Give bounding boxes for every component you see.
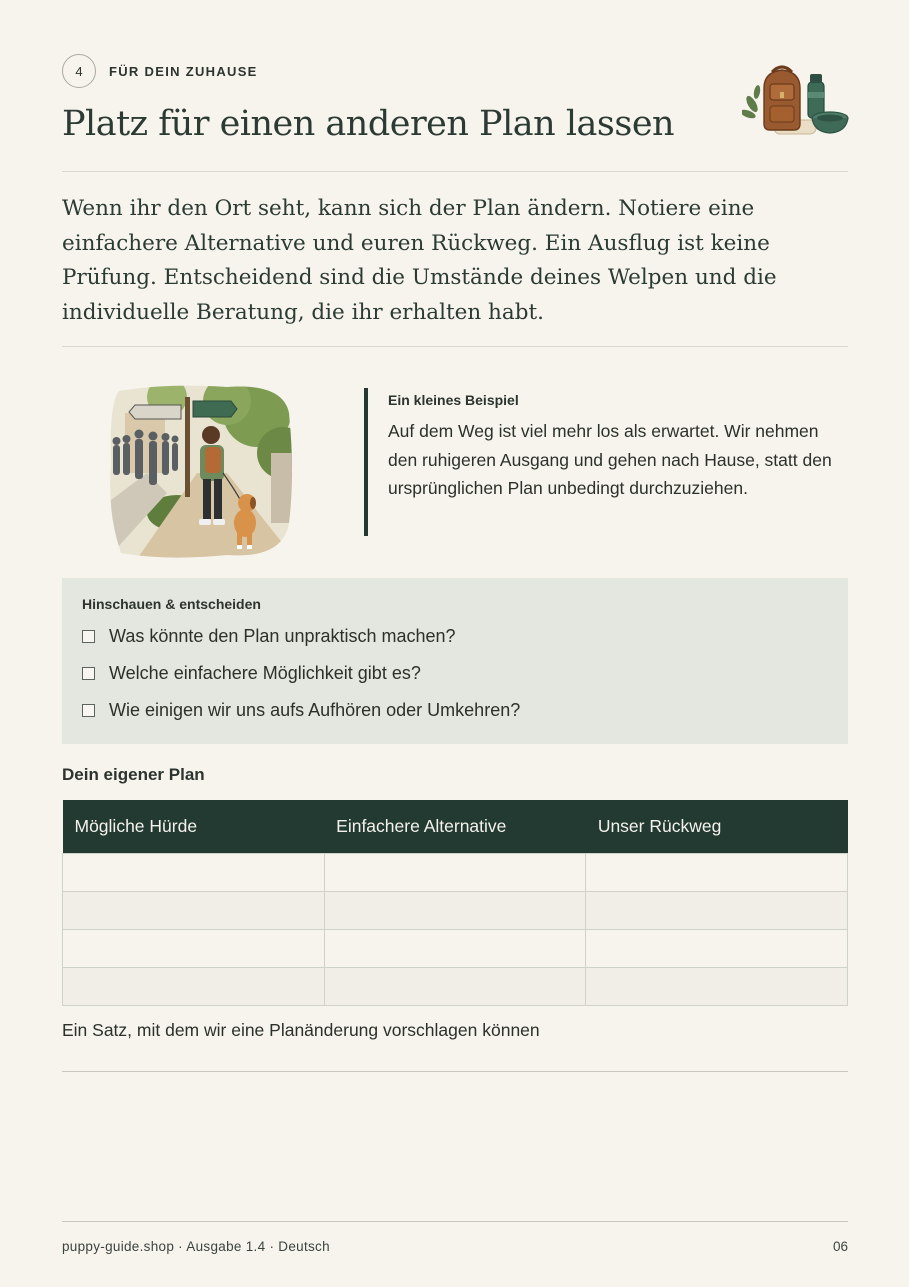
- checkbox[interactable]: [82, 704, 95, 717]
- example-text: Auf dem Weg ist viel mehr los als erwartet. Wir nehmen den ruhigeren Ausgang und gehen nach Hause, statt den ursprünglichen Plan unbedingt durchzuziehen.: [388, 421, 832, 498]
- checklist-heading: Hinschauen & entscheiden: [82, 596, 261, 612]
- table-cell[interactable]: [324, 967, 586, 1005]
- column-header: Unser Rückweg: [586, 800, 848, 853]
- checklist-item: [82, 623, 828, 649]
- table-cell[interactable]: [324, 929, 586, 967]
- page-number: 06: [832, 1239, 848, 1254]
- table-cell[interactable]: [63, 891, 325, 929]
- section-label: FÜR DEIN ZUHAUSE: [109, 63, 258, 79]
- column-header: Einfachere Alternative: [324, 800, 586, 853]
- table-row: [63, 929, 848, 967]
- example-callout: [364, 388, 834, 536]
- plan-table: [62, 800, 848, 1006]
- table-cell[interactable]: [63, 929, 325, 967]
- page-title: Platz für einen anderen Plan lassen: [62, 104, 675, 144]
- checklist-item-label: Was könnte den Plan unpraktisch machen?: [109, 625, 456, 646]
- dog-bowl-icon: [812, 112, 848, 133]
- table-cell[interactable]: [63, 967, 325, 1005]
- write-line[interactable]: [62, 1071, 848, 1072]
- table-header-row: [63, 800, 848, 853]
- backpack-shape: [764, 67, 800, 130]
- backpack-icon: [742, 62, 850, 142]
- step-header: [62, 54, 258, 88]
- checklist-item: [82, 660, 828, 686]
- table-cell[interactable]: [586, 891, 848, 929]
- checklist-item-label: Wie einigen wir uns aufs Aufhören oder Umkehren?: [109, 699, 521, 720]
- table-cell[interactable]: [63, 853, 325, 891]
- table-row: [63, 891, 848, 929]
- table-cell[interactable]: [586, 929, 848, 967]
- page: [62, 0, 848, 1287]
- table-cell[interactable]: [586, 967, 848, 1005]
- table-row: [63, 853, 848, 891]
- path-walk-illustration: [107, 383, 295, 559]
- divider: [62, 346, 848, 347]
- water-bottle-icon: [808, 74, 824, 118]
- intro-paragraph: Wenn ihr den Ort seht, kann sich der Plan ändern. Notiere eine einfachere Alternative und euren Rückweg. Ein Ausflug ist keine Prüfung. Entscheidend sind die Umstände deines Welpen und die individuelle Beratung, die ihr erhalten habt.: [62, 196, 777, 325]
- example-heading: Ein kleines Beispiel: [388, 392, 519, 408]
- table-cell[interactable]: [586, 853, 848, 891]
- checkbox[interactable]: [82, 630, 95, 643]
- step-number-badge: 4: [62, 54, 96, 88]
- checklist-panel: [62, 578, 848, 744]
- checkbox[interactable]: [82, 667, 95, 680]
- plan-heading: Dein eigener Plan: [62, 765, 205, 784]
- divider: [62, 171, 848, 172]
- sentence-prompt: Ein Satz, mit dem wir eine Planänderung vorschlagen können: [62, 1020, 540, 1040]
- column-header: Mögliche Hürde: [63, 800, 325, 853]
- checklist-item-label: Welche einfachere Möglichkeit gibt es?: [109, 662, 421, 683]
- table-row: [63, 967, 848, 1005]
- checklist-item: [82, 697, 828, 723]
- table-cell[interactable]: [324, 853, 586, 891]
- footer-divider: [62, 1221, 848, 1222]
- table-cell[interactable]: [324, 891, 586, 929]
- footer-source: puppy-guide.shop · Ausgabe 1.4 · Deutsch: [62, 1239, 330, 1254]
- leaves-decoration: [742, 85, 761, 120]
